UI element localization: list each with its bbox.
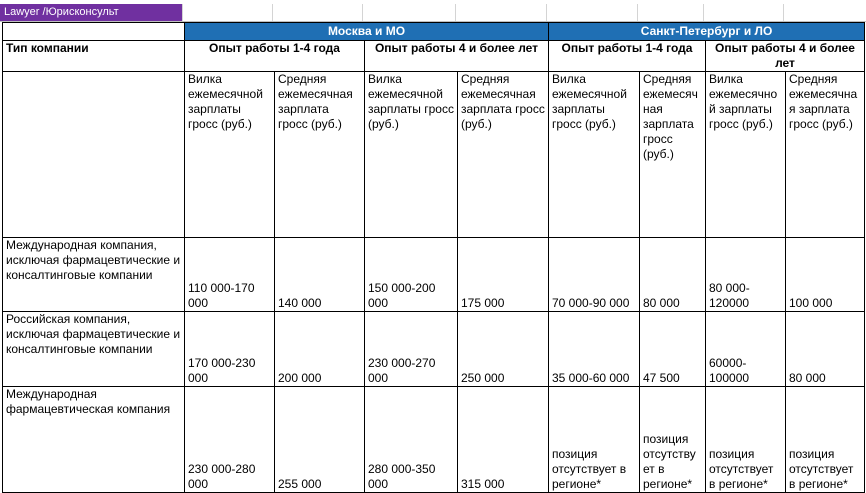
data-cell[interactable]: 255 000 [275, 387, 365, 493]
data-cell[interactable]: 60000-100000 [706, 312, 786, 387]
data-cell[interactable]: 230 000-280 000 [185, 387, 275, 493]
data-cell[interactable]: позиция отсутствует в регионе* [706, 387, 786, 493]
grid-line [362, 4, 363, 21]
subheader-cell[interactable]: Средняя ежемесячная зарплата гросс (руб.) [786, 72, 865, 238]
experience-4-plus-spb-header[interactable]: Опыт работы 4 и более лет [706, 41, 865, 72]
data-cell[interactable]: 47 500 [640, 312, 706, 387]
data-cell[interactable]: 200 000 [275, 312, 365, 387]
sheet-title-cell[interactable]: Lawyer /Юрисконсульт [0, 4, 182, 21]
data-cell[interactable]: 150 000-200 000 [365, 238, 458, 312]
data-cell[interactable]: 280 000-350 000 [365, 387, 458, 493]
data-cell[interactable]: позиция отсутствует в регионе* [549, 387, 640, 493]
region-header-spb[interactable]: Санкт-Петербург и ЛО [549, 23, 865, 41]
data-cell[interactable]: позиция отсутствует в регионе* [640, 387, 706, 493]
subheader-cell[interactable]: Вилка ежемесячной зарплаты гросс (руб.) [706, 72, 786, 238]
blank-cell[interactable] [3, 23, 185, 41]
grid-line [455, 4, 456, 21]
grid-line [182, 4, 183, 21]
data-cell[interactable]: 35 000-60 000 [549, 312, 640, 387]
grid-line [703, 4, 704, 21]
grid-line [546, 4, 547, 21]
subheader-cell[interactable]: Вилка ежемесячной зарплаты гросс (руб.) [549, 72, 640, 238]
data-cell[interactable]: 140 000 [275, 238, 365, 312]
data-cell[interactable]: 250 000 [458, 312, 549, 387]
subheader-cell[interactable]: Средняя ежемесячная зарплата гросс (руб.) [275, 72, 365, 238]
experience-4-plus-header[interactable]: Опыт работы 4 и более лет [365, 41, 549, 72]
data-cell[interactable]: 80 000 [786, 312, 865, 387]
data-cell[interactable]: 100 000 [786, 238, 865, 312]
data-cell[interactable]: 80 000-120000 [706, 238, 786, 312]
data-cell[interactable]: 110 000-170 000 [185, 238, 275, 312]
data-cell[interactable]: 175 000 [458, 238, 549, 312]
grid-line [637, 4, 638, 21]
subheader-cell[interactable]: Средняя ежемесячная зарплата гросс (руб.) [458, 72, 549, 238]
company-name-cell[interactable]: Международная компания, исключая фармацевтические и консалтинговые компании [3, 238, 185, 312]
salary-table [2, 22, 865, 493]
data-cell[interactable]: 230 000-270 000 [365, 312, 458, 387]
blank-cell[interactable] [3, 72, 185, 238]
subheader-cell[interactable]: Вилка ежемесячной зарплаты гросс (руб.) [365, 72, 458, 238]
grid-line [783, 4, 784, 21]
table-row [3, 312, 865, 387]
experience-1-4-header[interactable]: Опыт работы 1-4 года [185, 41, 365, 72]
subheader-cell[interactable]: Средняя ежемесячная зарплата гросс (руб.) [640, 72, 706, 238]
company-type-header[interactable]: Тип компании [3, 41, 185, 72]
data-cell[interactable]: 70 000-90 000 [549, 238, 640, 312]
region-header-moscow[interactable]: Москва и МО [185, 23, 549, 41]
table-row [3, 238, 865, 312]
subheader-cell[interactable]: Вилка ежемесячной зарплаты гросс (руб.) [185, 72, 275, 238]
company-name-cell[interactable]: Российская компания, исключая фармацевтические и консалтинговые компании [3, 312, 185, 387]
data-cell[interactable]: 315 000 [458, 387, 549, 493]
experience-1-4-spb-header[interactable]: Опыт работы 1-4 года [549, 41, 706, 72]
data-cell[interactable]: 80 000 [640, 238, 706, 312]
table-row [3, 387, 865, 493]
data-cell[interactable]: позиция отсутствует в регионе* [786, 387, 865, 493]
grid-line [272, 4, 273, 21]
company-name-cell[interactable]: Международная фармацевтическая компания [3, 387, 185, 493]
data-cell[interactable]: 170 000-230 000 [185, 312, 275, 387]
